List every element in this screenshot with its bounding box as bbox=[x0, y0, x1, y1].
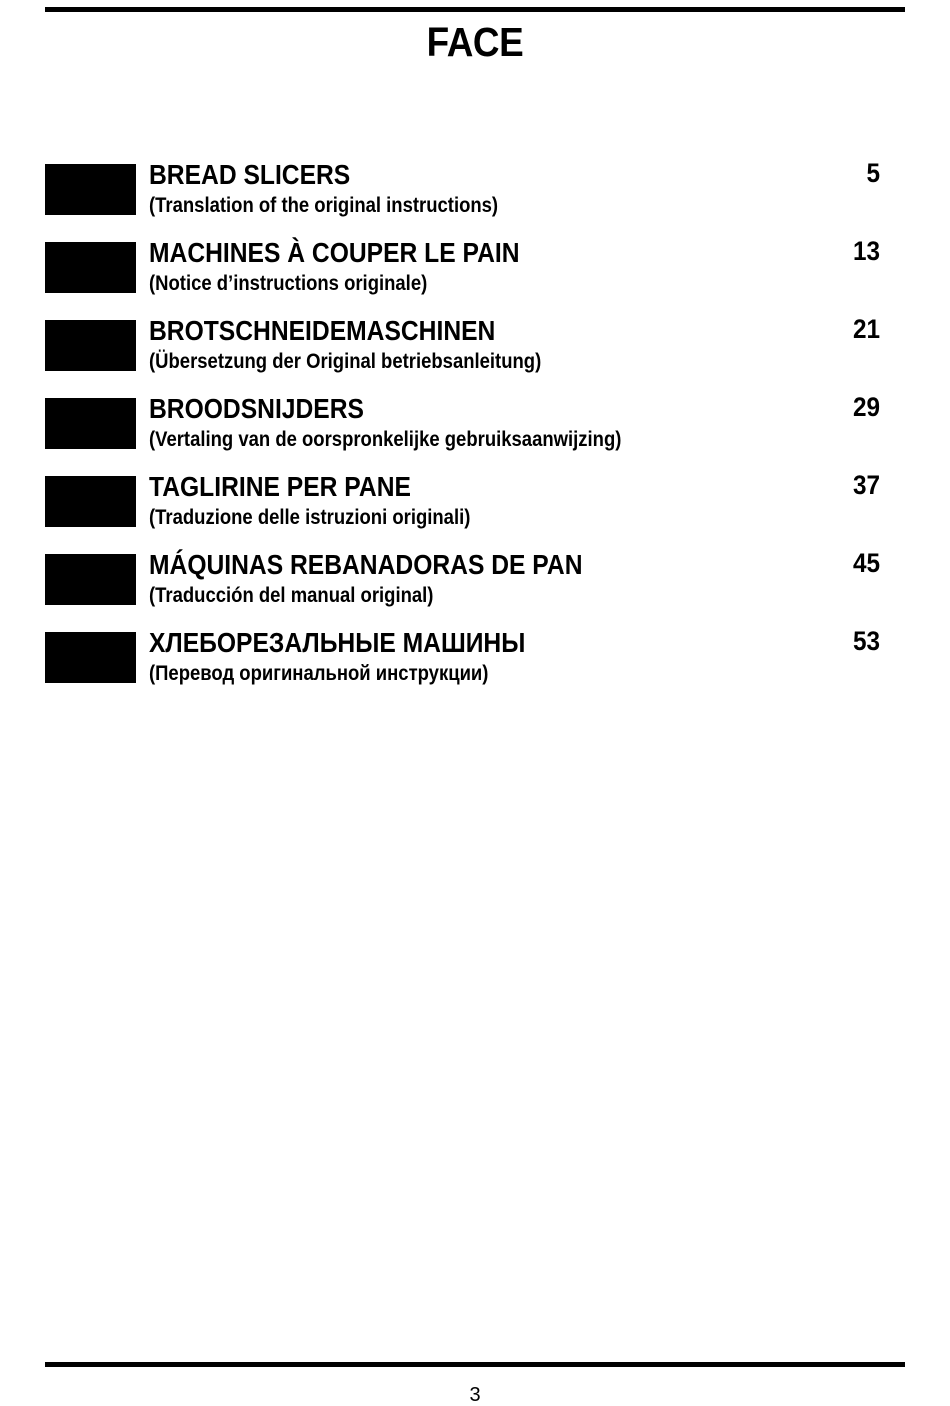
toc-entry-title: MACHINES À COUPER LE PAIN bbox=[149, 237, 520, 268]
toc-entry-dutch[interactable] bbox=[0, 392, 950, 470]
language-tab-marker bbox=[45, 398, 136, 449]
table-of-contents bbox=[0, 158, 950, 704]
bottom-rule bbox=[45, 1362, 905, 1367]
toc-entry-text bbox=[149, 470, 747, 531]
toc-entry-subtitle: (Übersetzung der Original betriebsanleitung) bbox=[149, 350, 542, 373]
toc-entry-text bbox=[149, 548, 747, 609]
toc-entry-text bbox=[149, 314, 747, 375]
language-tab-marker bbox=[45, 476, 136, 527]
toc-entry-russian[interactable] bbox=[0, 626, 950, 704]
toc-entry-title: BROODSNIJDERS bbox=[149, 393, 364, 424]
toc-entry-text bbox=[149, 158, 747, 219]
toc-entry-page: 21 bbox=[852, 314, 880, 344]
language-tab-marker bbox=[45, 164, 136, 215]
language-tab-marker bbox=[45, 320, 136, 371]
toc-entry-title: BREAD SLICERS bbox=[149, 159, 351, 190]
toc-entry-subtitle: (Traduzione delle istruzioni originali) bbox=[149, 506, 471, 529]
toc-entry-page: 45 bbox=[852, 548, 880, 578]
toc-entry-title: ХЛЕБОРЕЗАЛЬНЫЕ МАШИНЫ bbox=[149, 627, 526, 658]
toc-entry-subtitle: (Translation of the original instructions) bbox=[149, 194, 499, 217]
toc-entry-french[interactable] bbox=[0, 236, 950, 314]
language-tab-marker bbox=[45, 632, 136, 683]
toc-entry-title: MÁQUINAS REBANADORAS DE PAN bbox=[149, 549, 583, 580]
toc-entry-text bbox=[149, 392, 747, 453]
toc-entry-italian[interactable] bbox=[0, 470, 950, 548]
toc-entry-german[interactable] bbox=[0, 314, 950, 392]
toc-entry-spanish[interactable] bbox=[0, 548, 950, 626]
toc-entry-english[interactable] bbox=[0, 158, 950, 236]
page-number: 3 bbox=[469, 1384, 481, 1406]
language-tab-marker bbox=[45, 554, 136, 605]
toc-entry-title: BROTSCHNEIDEMASCHINEN bbox=[149, 315, 496, 346]
toc-entry-page: 37 bbox=[852, 470, 880, 500]
toc-entry-text bbox=[149, 626, 747, 687]
toc-entry-page: 29 bbox=[852, 392, 880, 422]
language-tab-marker bbox=[45, 242, 136, 293]
toc-entry-text bbox=[149, 236, 747, 297]
toc-entry-page: 5 bbox=[866, 158, 880, 188]
page-title: FACE bbox=[426, 19, 524, 65]
top-rule bbox=[45, 7, 905, 12]
toc-entry-subtitle: (Traducción del manual original) bbox=[149, 584, 434, 607]
toc-entry-page: 53 bbox=[852, 626, 880, 656]
toc-entry-subtitle: (Перевод оригинальной инструкции) bbox=[149, 662, 489, 685]
toc-entry-subtitle: (Notice d’instructions originale) bbox=[149, 272, 428, 295]
toc-entry-title: TAGLIRINE PER PANE bbox=[149, 471, 411, 502]
toc-entry-subtitle: (Vertaling van de oorspronkelijke gebruiksaanwijzing) bbox=[149, 428, 622, 451]
toc-entry-page: 13 bbox=[852, 236, 880, 266]
